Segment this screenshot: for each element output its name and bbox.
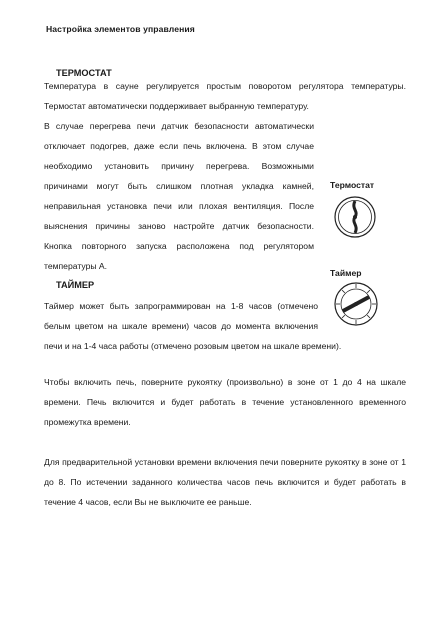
thermostat-paragraph-1: Температура в сауне регулируется простым поворотом регулятора температуры. Термостат автоматически поддерживает выбранную температуру. [44, 81, 406, 111]
timer-paragraph-3: Для предварительной установки времени включения печи поверните рукоятку в зоне от 1 до 8. По истечении заданного количества часов печь включится и будет работать в течение 4 часов, если Вы не выключите ее раньше. [44, 457, 406, 507]
thermostat-knob-icon [333, 195, 377, 239]
thermostat-heading: ТЕРМОСТАТ [56, 68, 112, 78]
thermostat-figure-label: Термостат [330, 180, 375, 190]
timer-figure-label: Таймер [330, 268, 362, 278]
timer-paragraph-1-text: Таймер может быть запрограммирован на 1-8 часов (отмечено белым цветом на шкале времени) часов до момента включения печи и на 1-4 часа работы (отмечено розовым цветом на шкале времени). [44, 301, 342, 351]
timer-paragraph-1 [44, 296, 406, 356]
timer-paragraph-2: Чтобы включить печь, поверните рукоятку (произвольно) в зоне от 1 до 4 на шкале времени. Печь включится и будет работать в течение установленного временного промежутка времени. [44, 377, 406, 427]
page-title: Настройка элементов управления [46, 24, 195, 34]
thermostat-paragraph-2: В случае перегрева печи датчик безопасности автоматически отключает подогрев, даже если печь включена. В этом случае необходимо установить причину перегрева. Возможными причинами могут быть слишком плотная укладка камней, неправильная установка печи или плохая вентиляция. После выяснения причины заново настройте датчик безопасности. Кнопка повторного запуска расположена под регулятором температуры А. [44, 121, 314, 271]
timer-heading: ТАЙМЕР [56, 280, 95, 290]
